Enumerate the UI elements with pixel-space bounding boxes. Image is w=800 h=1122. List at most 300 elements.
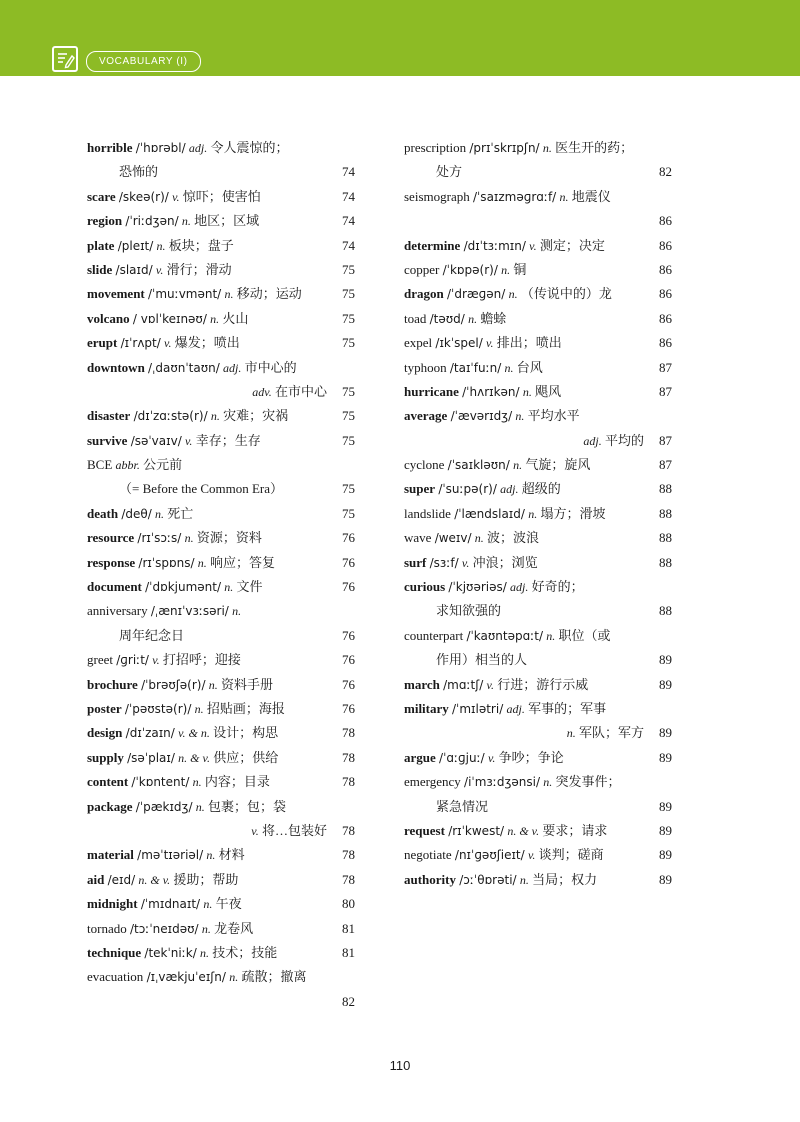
phonetic: /ˌdaʊnˈtaʊn/ xyxy=(148,360,220,375)
headword: downtown xyxy=(87,359,145,375)
entry-continuation xyxy=(404,160,672,184)
page-ref: 89 xyxy=(659,871,672,887)
headword: erupt xyxy=(87,335,118,351)
meaning-text: 午夜 xyxy=(215,896,242,912)
part-of-speech: n. xyxy=(156,238,166,253)
part-of-speech: v. xyxy=(164,336,172,351)
part-of-speech: n. xyxy=(519,872,529,887)
page-ref: 75 xyxy=(342,505,355,521)
phonetic: /prɪˈskrɪpʃn/ xyxy=(469,141,540,155)
vocab-entry xyxy=(404,331,672,355)
vocab-entry xyxy=(87,673,355,697)
page-number: 110 xyxy=(389,1058,411,1073)
meaning-text: 军队；军方 xyxy=(578,725,644,741)
secondary-sense xyxy=(583,429,644,453)
phonetic: /ˈriːdʒən/ xyxy=(125,214,179,229)
meaning-text: 处方 xyxy=(436,164,463,180)
meaning-text: 公元前 xyxy=(143,457,183,473)
meaning-text: 将…包装好 xyxy=(261,822,327,838)
meaning-text: 排出；喷出 xyxy=(496,335,562,351)
meaning-text: 响应；答复 xyxy=(210,554,276,570)
headword: greet xyxy=(87,652,113,668)
page-ref: 82 xyxy=(342,993,355,1009)
page-ref: 89 xyxy=(659,798,672,814)
vocab-entry xyxy=(404,673,672,697)
entry-continuation xyxy=(87,477,355,501)
vocab-entry xyxy=(87,356,355,380)
vocab-entry xyxy=(404,234,672,258)
meaning-text: 平均的 xyxy=(604,432,644,448)
part-of-speech: v. xyxy=(487,750,496,765)
part-of-speech: n. xyxy=(210,409,220,424)
phonetic: /ˈpəʊstə(r)/ xyxy=(124,701,192,716)
headword: landslide xyxy=(404,505,451,521)
secondary-sense xyxy=(251,819,327,843)
vocab-entry xyxy=(404,356,672,380)
vocab-entry xyxy=(404,502,672,526)
page-ref: 78 xyxy=(342,725,355,741)
meaning-text: 文件 xyxy=(236,579,263,595)
phonetic: /ˈpækɪdʒ/ xyxy=(135,799,193,814)
part-of-speech: n. xyxy=(206,848,216,863)
phonetic: /ɪˌvækjuˈeɪʃn/ xyxy=(146,970,226,985)
meaning-text: 塌方；滑坡 xyxy=(540,505,606,521)
vocab-entry xyxy=(404,282,672,306)
page-ref: 75 xyxy=(342,408,355,424)
headword: content xyxy=(87,774,129,790)
headword: midnight xyxy=(87,896,138,912)
headword: counterpart xyxy=(404,627,464,643)
entry-continuation xyxy=(87,990,355,1014)
headword: slide xyxy=(87,261,113,277)
meaning-text: 紧急情况 xyxy=(436,798,489,814)
part-of-speech: v. xyxy=(152,653,160,668)
vocab-entry xyxy=(404,380,672,404)
meaning-text: 供应；供给 xyxy=(213,749,279,765)
headword: plate xyxy=(87,237,115,253)
part-of-speech: n. xyxy=(197,555,207,570)
page-ref: 75 xyxy=(342,286,355,302)
phonetic: /nɪˈɡəʊʃieɪt/ xyxy=(454,848,525,863)
headword: supply xyxy=(87,749,124,765)
vocab-entry xyxy=(404,868,672,892)
page-ref: 86 xyxy=(659,286,672,302)
meaning-text: （= Before the Common Era） xyxy=(119,481,284,497)
vocab-entry xyxy=(87,502,355,526)
meaning-text: 在市中心 xyxy=(274,383,327,399)
page-ref: 76 xyxy=(342,652,355,668)
vocab-entry xyxy=(87,868,355,892)
page-ref: 76 xyxy=(342,554,355,570)
headword: BCE xyxy=(87,457,113,473)
page-ref: 75 xyxy=(342,261,355,277)
headword: authority xyxy=(404,871,456,887)
page-ref: 78 xyxy=(342,822,355,838)
part-of-speech: n. xyxy=(566,726,576,741)
page-ref: 76 xyxy=(342,627,355,643)
vocab-entry xyxy=(87,185,355,209)
entry-continuation xyxy=(404,648,672,672)
meaning-text: 职位（或 xyxy=(558,627,611,643)
vocab-entry xyxy=(404,624,672,648)
vocab-entry xyxy=(87,429,355,453)
page-ref: 75 xyxy=(342,335,355,351)
meaning-text: 铜 xyxy=(513,261,527,277)
part-of-speech: n. xyxy=(181,214,191,229)
page-ref: 89 xyxy=(659,847,672,863)
part-of-speech: n. xyxy=(504,360,514,375)
phonetic: /rɪˈsɔːs/ xyxy=(137,531,182,546)
phonetic: /təʊd/ xyxy=(429,311,465,326)
headword: average xyxy=(404,408,448,424)
entry-continuation xyxy=(404,429,672,453)
part-of-speech: v. xyxy=(486,336,494,351)
headword: copper xyxy=(404,261,440,277)
secondary-sense xyxy=(252,380,327,404)
phonetic: /ˌænɪˈvɜːsəri/ xyxy=(150,604,229,619)
vocab-entry xyxy=(87,697,355,721)
phonetic: /ɪˈrʌpt/ xyxy=(120,336,161,351)
vocab-entry xyxy=(404,551,672,575)
vocab-entry xyxy=(404,453,672,477)
headword: seismograph xyxy=(404,188,470,204)
phonetic: /ˈɑːɡjuː/ xyxy=(439,750,485,765)
phonetic: /ˈbrəʊʃə(r)/ xyxy=(141,677,206,692)
meaning-text: 援助；帮助 xyxy=(173,871,239,887)
secondary-sense xyxy=(567,721,644,745)
page-ref: 87 xyxy=(659,383,672,399)
part-of-speech: n. xyxy=(194,701,204,716)
meaning-text: 气旋；旋风 xyxy=(525,457,591,473)
phonetic: /skeə(r)/ xyxy=(118,189,169,204)
phonetic: /ˈkaʊntəpɑːt/ xyxy=(466,628,544,643)
page-ref: 75 xyxy=(342,481,355,497)
headword: toad xyxy=(404,310,427,326)
page-ref: 76 xyxy=(342,530,355,546)
headword: military xyxy=(404,700,449,716)
part-of-speech: n. xyxy=(543,775,553,790)
vocab-entry xyxy=(404,697,672,721)
meaning-text: 当局；权力 xyxy=(532,871,598,887)
headword: curious xyxy=(404,579,446,595)
headword: dragon xyxy=(404,286,444,302)
part-of-speech: n. xyxy=(224,287,234,302)
headword: typhoon xyxy=(404,359,447,375)
meaning-text: 招贴画；海报 xyxy=(206,700,285,716)
meaning-text: 资料手册 xyxy=(221,676,274,692)
phonetic: /ˈdræɡən/ xyxy=(446,287,506,302)
phonetic: /rɪˈkwest/ xyxy=(448,823,505,838)
phonetic: /ˈsuːpə(r)/ xyxy=(438,482,497,497)
meaning-text: 作用）相当的人 xyxy=(436,652,528,668)
part-of-speech: n. xyxy=(192,775,202,790)
part-of-speech: n. xyxy=(559,189,569,204)
phonetic: /ˈkɒpə(r)/ xyxy=(442,262,498,277)
vocab-entry xyxy=(404,746,672,770)
page-ref: 88 xyxy=(659,530,672,546)
vocab-entry xyxy=(87,282,355,306)
meaning-text: 突发事件； xyxy=(555,774,621,790)
phonetic: /tɔːˈneɪdəʊ/ xyxy=(129,921,199,936)
meaning-text: 打招呼；迎接 xyxy=(162,652,241,668)
vocab-entry xyxy=(404,185,672,209)
part-of-speech: n. xyxy=(201,921,211,936)
vocab-entry xyxy=(87,575,355,599)
vocab-entry xyxy=(87,843,355,867)
page-ref: 74 xyxy=(342,164,355,180)
entry-continuation xyxy=(87,624,355,648)
vocab-entry xyxy=(87,453,355,477)
meaning-text: 飓风 xyxy=(535,383,562,399)
headword: death xyxy=(87,505,119,521)
phonetic: /ˈhʌrɪkən/ xyxy=(462,384,520,399)
phonetic: /ˈmɪdnaɪt/ xyxy=(140,897,201,912)
page-ref: 86 xyxy=(659,213,672,229)
part-of-speech: n. xyxy=(210,311,220,326)
part-of-speech: v. xyxy=(529,238,537,253)
vocab-entry xyxy=(87,941,355,965)
meaning-text: 恐怖的 xyxy=(119,164,159,180)
meaning-text: 内容；目录 xyxy=(204,774,270,790)
part-of-speech: n. xyxy=(542,141,552,155)
phonetic: /deθ/ xyxy=(121,506,152,521)
phonetic: /pleɪt/ xyxy=(117,238,154,253)
page-ref: 86 xyxy=(659,237,672,253)
page-ref: 74 xyxy=(342,188,355,204)
vocabulary-column-right xyxy=(404,136,672,892)
page-ref: 78 xyxy=(342,847,355,863)
headword: tornado xyxy=(87,920,127,936)
phonetic: /slaɪd/ xyxy=(115,262,153,277)
part-of-speech: abbr. xyxy=(115,458,140,473)
vocab-entry xyxy=(87,965,355,989)
headword: march xyxy=(404,676,440,692)
headword: document xyxy=(87,579,142,595)
headword: volcano xyxy=(87,310,130,326)
headword: response xyxy=(87,554,136,570)
meaning-text: 地区；区域 xyxy=(194,213,260,229)
headword: disaster xyxy=(87,408,131,424)
entry-continuation xyxy=(404,721,672,745)
page-ref: 82 xyxy=(659,164,672,180)
headword: hurricane xyxy=(404,383,459,399)
entry-continuation xyxy=(87,819,355,843)
meaning-text: 幸存；生存 xyxy=(195,432,261,448)
part-of-speech: n. & v. xyxy=(178,750,210,765)
phonetic: /ɡriːt/ xyxy=(116,653,149,668)
meaning-text: 要求；请求 xyxy=(542,822,608,838)
page-ref: 78 xyxy=(342,749,355,765)
header-bar xyxy=(0,0,800,76)
vocab-entry xyxy=(87,404,355,428)
meaning-text: （传说中的）龙 xyxy=(520,286,612,302)
page-ref: 80 xyxy=(342,896,355,912)
page-ref: 81 xyxy=(342,920,355,936)
vocab-entry xyxy=(404,258,672,282)
meaning-text: 蟾蜍 xyxy=(480,310,507,326)
headword: material xyxy=(87,847,134,863)
phonetic: /dɪˈzɑːstə(r)/ xyxy=(133,409,208,424)
vocab-entry xyxy=(87,234,355,258)
meaning-text: 技术；技能 xyxy=(212,944,278,960)
page-ref: 74 xyxy=(342,237,355,253)
part-of-speech: n. xyxy=(522,384,532,399)
part-of-speech: n. xyxy=(208,677,218,692)
phonetic: /eɪd/ xyxy=(107,872,136,887)
meaning-text: 死亡 xyxy=(167,505,194,521)
meaning-text: 龙卷风 xyxy=(214,920,254,936)
meaning-text: 设计；构思 xyxy=(213,725,279,741)
headword: wave xyxy=(404,530,432,546)
phonetic: /ˈsaɪkləʊn/ xyxy=(447,458,510,473)
phonetic: /ˈkjʊəriəs/ xyxy=(448,580,507,595)
vocab-entry xyxy=(404,575,672,599)
meaning-text: 争吵；争论 xyxy=(498,749,564,765)
headword: movement xyxy=(87,286,145,302)
meaning-text: 地震仪 xyxy=(571,188,611,204)
vocab-entry xyxy=(87,917,355,941)
meaning-text: 材料 xyxy=(218,847,245,863)
entry-continuation xyxy=(404,209,672,233)
meaning-text: 波；波浪 xyxy=(487,530,540,546)
headword: argue xyxy=(404,749,436,765)
part-of-speech: n. xyxy=(184,531,194,546)
meaning-text: 灾难；灾祸 xyxy=(223,408,289,424)
vocab-entry xyxy=(87,136,355,160)
meaning-text: 爆发；喷出 xyxy=(174,335,240,351)
vocab-entry xyxy=(87,795,355,819)
vocab-entry xyxy=(87,258,355,282)
page-ref: 89 xyxy=(659,749,672,765)
part-of-speech: n. xyxy=(200,945,210,960)
phonetic: /tekˈniːk/ xyxy=(144,945,197,960)
page-ref: 78 xyxy=(342,871,355,887)
part-of-speech: adj. xyxy=(500,482,519,497)
part-of-speech: n. & v. xyxy=(138,872,171,887)
meaning-text: 平均水平 xyxy=(527,408,580,424)
headword: surf xyxy=(404,554,427,570)
page-ref: 86 xyxy=(659,310,672,326)
page-ref: 88 xyxy=(659,554,672,570)
meaning-text: 资源；资料 xyxy=(196,530,262,546)
headword: survive xyxy=(87,432,128,448)
part-of-speech: n. xyxy=(515,409,525,424)
phonetic: /məˈtɪəriəl/ xyxy=(137,848,204,863)
vocab-entry xyxy=(87,307,355,331)
meaning-text: 测定；决定 xyxy=(539,237,605,253)
meaning-text: 惊吓；使害怕 xyxy=(182,188,261,204)
headword: brochure xyxy=(87,676,138,692)
page-ref: 89 xyxy=(659,725,672,741)
phonetic: /ˈsaɪzməɡrɑːf/ xyxy=(472,189,557,204)
headword: evacuation xyxy=(87,969,144,985)
meaning-text: 台风 xyxy=(516,359,543,375)
meaning-text: 令人震惊的； xyxy=(210,140,289,155)
page-ref: 89 xyxy=(659,652,672,668)
part-of-speech: n. xyxy=(195,799,205,814)
headword: scare xyxy=(87,188,116,204)
headword: determine xyxy=(404,237,461,253)
phonetic: /rɪˈspɒns/ xyxy=(138,555,195,570)
phonetic: /ɔːˈθɒrəti/ xyxy=(459,872,517,887)
edit-note-icon xyxy=(52,46,78,72)
part-of-speech: adj. xyxy=(583,433,602,448)
meaning-text: 好奇的； xyxy=(531,579,584,595)
headword: anniversary xyxy=(87,603,148,619)
page-ref: 76 xyxy=(342,700,355,716)
meaning-text: 移动；运动 xyxy=(236,286,302,302)
page-ref: 78 xyxy=(342,774,355,790)
page-ref: 86 xyxy=(659,261,672,277)
page-ref: 75 xyxy=(342,383,355,399)
page-ref: 88 xyxy=(659,481,672,497)
vocab-entry xyxy=(404,526,672,550)
part-of-speech: adj. xyxy=(510,580,529,595)
vocab-entry xyxy=(404,477,672,501)
part-of-speech: n. xyxy=(508,287,518,302)
vocab-entry xyxy=(87,721,355,745)
part-of-speech: v. xyxy=(172,189,180,204)
headword: cyclone xyxy=(404,457,445,473)
entry-continuation xyxy=(87,160,355,184)
phonetic: /sɜːf/ xyxy=(429,555,459,570)
page-ref: 74 xyxy=(342,213,355,229)
entry-continuation xyxy=(404,795,672,819)
vocab-entry xyxy=(87,892,355,916)
vocab-entry xyxy=(87,648,355,672)
phonetic: /taɪˈfuːn/ xyxy=(449,360,502,375)
part-of-speech: v. xyxy=(527,848,536,863)
part-of-speech: n. xyxy=(229,970,239,985)
meaning-text: 求知欲强的 xyxy=(436,603,502,619)
page-ref: 87 xyxy=(659,359,672,375)
meaning-text: 军事的；军事 xyxy=(528,700,607,716)
phonetic: /ˈkɒntent/ xyxy=(131,775,190,790)
phonetic: / vɒlˈkeɪnəʊ/ xyxy=(132,311,207,326)
headword: prescription xyxy=(404,140,467,155)
vocab-entry xyxy=(87,770,355,794)
phonetic: /ˈmɪlətri/ xyxy=(452,701,504,716)
meaning-text: 板块；盘子 xyxy=(168,237,234,253)
vocab-entry xyxy=(404,843,672,867)
part-of-speech: v. xyxy=(461,555,470,570)
meaning-text: 行进；游行示威 xyxy=(497,676,589,692)
vocabulary-column-left xyxy=(87,136,355,1014)
part-of-speech: n. xyxy=(528,506,538,521)
meaning-text: 滑行；滑动 xyxy=(166,261,232,277)
page-ref: 86 xyxy=(659,335,672,351)
meaning-text: 周年纪念日 xyxy=(119,627,185,643)
section-title: VOCABULARY (I) xyxy=(86,51,201,72)
phonetic: /ˈmuːvmənt/ xyxy=(148,287,222,302)
part-of-speech: adj. xyxy=(506,701,525,716)
vocab-entry xyxy=(87,551,355,575)
part-of-speech: n. xyxy=(155,506,164,521)
meaning-text: 冲浪；浏览 xyxy=(472,554,538,570)
meaning-text: 谈判；磋商 xyxy=(538,847,604,863)
vocab-entry xyxy=(404,307,672,331)
part-of-speech: v. xyxy=(251,823,259,838)
meaning-text: 医生开的药； xyxy=(555,140,634,155)
vocab-entry xyxy=(404,770,672,794)
headword: negotiate xyxy=(404,847,452,863)
meaning-text: 超级的 xyxy=(521,481,561,497)
phonetic: /iˈmɜːdʒənsi/ xyxy=(464,775,541,790)
vocab-entry xyxy=(404,819,672,843)
page-ref: 89 xyxy=(659,676,672,692)
page-ref: 87 xyxy=(659,457,672,473)
part-of-speech: v. & n. xyxy=(178,726,210,741)
